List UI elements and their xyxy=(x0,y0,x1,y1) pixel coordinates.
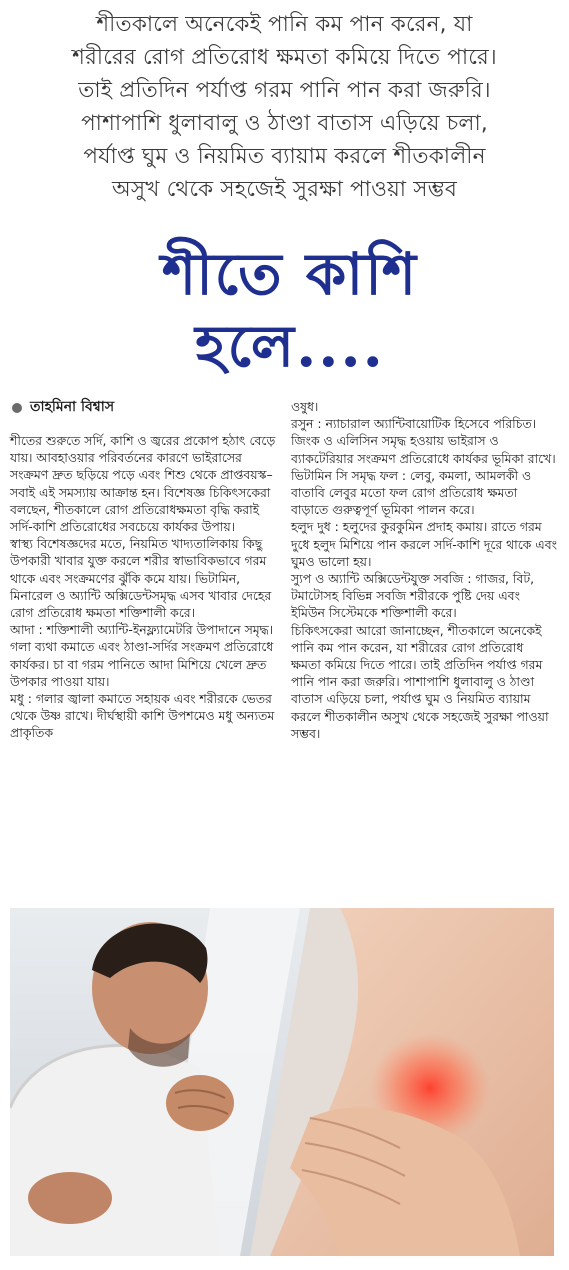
paragraph: স্যুপ ও অ্যান্টি অক্সিডেন্টযুক্ত সবজি : গাজর, বিট, টমাটোসহ বিভিন্ন সবজি শরীরকে পুষ্টি দেয় এবং ইমিউন সিস্টেমকে শক্তিশালী করে। xyxy=(291,571,535,621)
article-photo xyxy=(10,908,554,1256)
author-name: তাহমিনা বিশ্বাস xyxy=(30,399,115,416)
intro-line: পাশাপাশি ধুলাবালু ও ঠাণ্ডা বাতাস এড়িয়ে চলা, xyxy=(81,111,488,136)
intro-line: শরীরের রোগ প্রতিরোধ ক্ষমতা কমিয়ে দিতে পারে। xyxy=(72,45,497,70)
paragraph: চিকিৎসকেরা আরো জানাচ্ছেন, শীতকালে অনেকেই পানি কম পান করেন, যা শরীরের রোগ প্রতিরোধ ক্ষমতা কমিয়ে দিতে পারে। তাই প্রতিদিন পর্যাপ্ত গরম পানি পান করা জরুরি। পাশাপাশি ধুলাবালু ও ঠাণ্ডা বাতাস এড়িয়ে চলা, পর্যাপ্ত ঘুম ও নিয়মিত ব্যায়াম করলে শীতকালীন অসুখ থেকে সহজেই সুরক্ষা পাওয়া সম্ভব। xyxy=(291,622,549,741)
paragraph: ভিটামিন সি সমৃদ্ধ ফল : লেবু, কমলা, আমলকী ও বাতাবি লেবুর মতো ফল রোগ প্রতিরোধ ক্ষমতা বাড়াতে গুরুত্বপূর্ণ ভূমিকা পালন করে। xyxy=(291,467,532,518)
coughing-illustration xyxy=(10,908,554,1256)
left-column xyxy=(10,398,276,742)
paragraph: রসুন : ন্যাচারাল অ্যান্টিবায়োটিক হিসেবে পরিচিত। জিংক ও এলিসিন সমৃদ্ধ হওয়ায় ভাইরাস ও ব্যাকটেরিয়ার সংক্রমণ প্রতিরোধে কার্যকর ভূমিকা রাখে। xyxy=(291,416,556,466)
headline xyxy=(60,238,520,382)
paragraph: স্বাস্থ্য বিশেষজ্ঞদের মতে, নিয়মিত খাদ্যতালিকায় কিছু উপকারী খাবার যুক্ত করলে শরীর স্বাভাবিকভাবে গরম থাকে এবং সংক্রমণের ঝুঁকি কমে যায়। ভিটামিন, মিনারেল ও অ্যান্টি অক্সিডেন্টসমৃদ্ধ এসব খাবার দেহের রোগ প্রতিরোধ ক্ষমতা শক্তিশালী করে। xyxy=(10,536,272,621)
intro-blurb xyxy=(14,8,555,206)
paragraph: ওষুধ। xyxy=(291,399,319,414)
paragraph: আদা : শক্তিশালী অ্যান্টি-ইনফ্ল্যামেটরি উপাদানে সমৃদ্ধ। গলা ব্যথা কমাতে এবং ঠাণ্ডা-সর্দির সংক্রমণ প্রতিরোধে কার্যকর। চা বা গরম পানিতে আদা মিশিয়ে খেলে দ্রুত উপকার পাওয়া যায়। xyxy=(10,622,274,689)
article-body xyxy=(10,398,557,742)
intro-line: পর্যাপ্ত ঘুম ও নিয়মিত ব্যায়াম করলে শীতকালীন xyxy=(83,144,486,169)
intro-line: অসুখ থেকে সহজেই সুরক্ষা পাওয়া সম্ভব xyxy=(112,177,457,202)
bullet-icon xyxy=(12,403,22,413)
intro-line: তাই প্রতিদিন পর্যাপ্ত গরম পানি পান করা জরুরি। xyxy=(78,78,491,103)
headline-line-1: শীতে কাশি xyxy=(161,240,419,308)
paragraph: মধু : গলার জ্বালা কমাতে সহায়ক এবং শরীরকে ভেতর থেকে উষ্ণ রাখে। দীর্ঘস্থায়ী কাশি উপশমেও মধু অন্যতম প্রাকৃতিক xyxy=(10,691,275,741)
intro-line: শীতকালে অনেকেই পানি কম পান করেন, যা xyxy=(96,12,473,37)
headline-line-2: হলে.... xyxy=(195,312,385,380)
paragraph: হলুদ দুধ : হলুদের কুরকুমিন প্রদাহ কমায়। রাতে গরম দুধে হলুদ মিশিয়ে পান করলে সর্দি-কাশি দূরে থাকে এবং ঘুমও ভালো হয়। xyxy=(291,519,557,569)
paragraph: শীতের শুরুতে সর্দি, কাশি ও জ্বরের প্রকোপ হঠাৎ বেড়ে যায়। আবহাওয়ার পরিবর্তনের কারণে ভাইরাসের সংক্রমণ দ্রুত ছড়িয়ে পড়ে এবং শিশু থেকে প্রাপ্তবয়স্ক– সবাই এই সমস্যায় আক্রান্ত হন। বিশেষজ্ঞ চিকিৎসকেরা বলছেন, শীতকালে রোগ প্রতিরোধক্ষমতা বৃদ্ধি করাই সর্দি-কাশি প্রতিরোধের সবচেয়ে কার্যকর উপায়। xyxy=(10,433,276,535)
right-column xyxy=(291,398,557,742)
byline xyxy=(10,398,276,418)
